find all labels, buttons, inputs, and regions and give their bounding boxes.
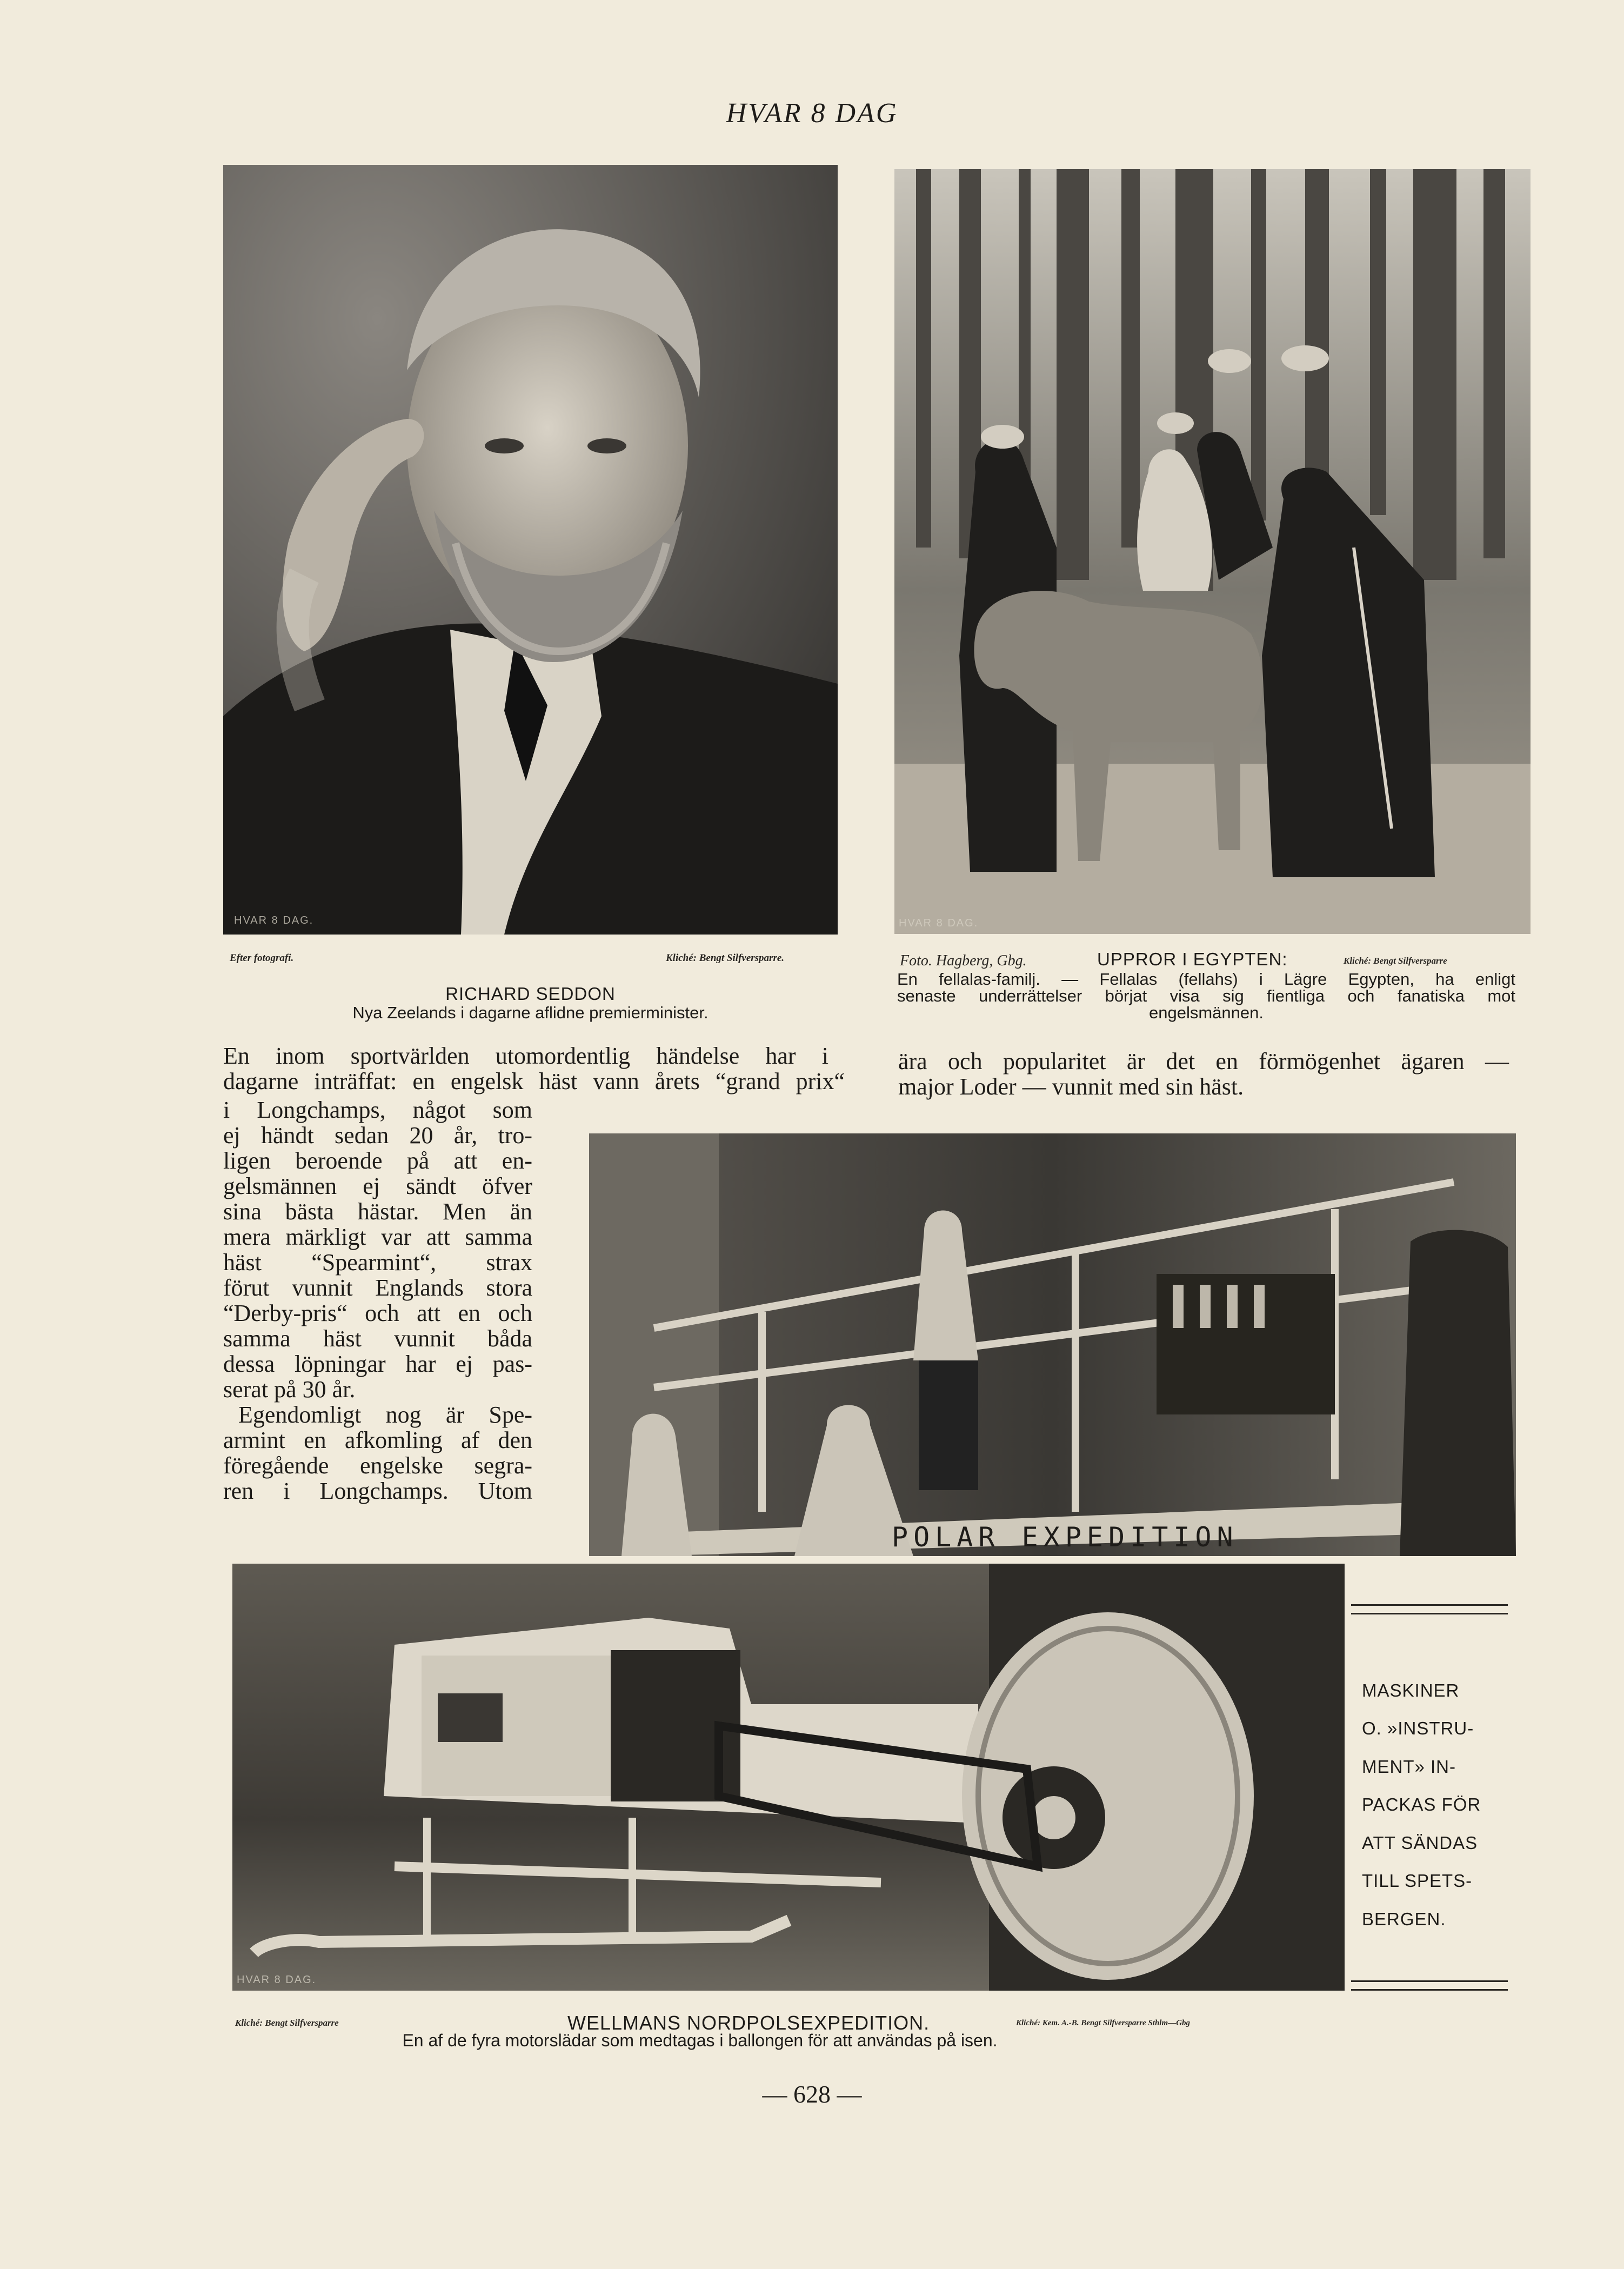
sidebar-line: ATT SÄNDAS — [1362, 1833, 1478, 1853]
sidebar-line: MENT» IN- — [1362, 1757, 1456, 1777]
portrait-credit-cliche: Kliché: Bengt Silfversparre. — [666, 952, 785, 964]
egypt-credit-cliche: Kliché: Bengt Silfversparre — [1344, 956, 1447, 966]
article-right-line-2: major Loder — vunnit med sin häst. — [898, 1073, 1244, 1100]
sidebar-rule-bottom-2 — [1351, 1989, 1508, 1991]
sled-credit-right: Kliché: Kem. A.-B. Bengt Silfversparre Sthlm—Gbg — [1016, 2019, 1190, 2027]
column-line: ej händt sedan 20 år, tro- — [223, 1122, 532, 1149]
egypt-caption-line-2: senaste underrättelser börjat visa sig fientliga och fanatiska mot — [897, 986, 1515, 1005]
column-line: ligen beroende på att en- — [223, 1147, 532, 1174]
page-header: HVAR 8 DAG — [726, 98, 898, 129]
egypt-photo — [894, 169, 1531, 934]
column-line: föregående engelske segra- — [223, 1452, 532, 1479]
article-lead-line-1: En inom sportvärlden utomordentlig händelse har i — [223, 1043, 828, 1069]
portrait-credit-photo: Efter fotografi. — [230, 952, 294, 964]
column-line: ren i Longchamps. Utom — [223, 1478, 532, 1504]
column-line: i Longchamps, något som — [223, 1097, 532, 1123]
column-line: serat på 30 år. — [223, 1376, 356, 1403]
page-number: — 628 — — [762, 2080, 862, 2108]
sidebar-line: MASKINER — [1362, 1680, 1460, 1700]
article-right-line-1: ära och popularitet är det en förmögenhet ägaren — — [898, 1048, 1509, 1075]
portrait-caption-title: RICHARD SEDDON — [445, 984, 616, 1004]
article-lead-line-2: dagarne inträffat: en engelsk häst vann årets “grand prix“ — [223, 1068, 845, 1095]
polar-workshop-photo — [589, 1133, 1516, 1556]
sled-watermark: HVAR 8 DAG. — [237, 1974, 317, 1986]
polar-sign: POLAR EXPEDITION — [892, 1521, 1239, 1553]
column-line: armint en afkomling af den — [223, 1427, 532, 1453]
article-column — [223, 1097, 532, 1504]
sidebar-rule-bottom — [1351, 1980, 1508, 1982]
sidebar-line: BERGEN. — [1362, 1909, 1446, 1929]
sidebar-line: PACKAS FÖR — [1362, 1794, 1481, 1814]
egypt-caption-line-1: En fellalas-familj. — Fellalas (fellahs) i Lägre Egypten, ha enligt — [897, 970, 1515, 989]
column-line: förut vunnit Englands stora — [223, 1274, 532, 1301]
sidebar-rule-top — [1351, 1604, 1508, 1606]
motor-sled-photo — [232, 1564, 1345, 1991]
column-line: mera märkligt var att samma — [223, 1224, 532, 1250]
column-line: “Derby-pris“ och att en och — [223, 1300, 532, 1326]
portrait-photo — [223, 165, 838, 935]
sled-caption-title: WELLMANS NORDPOLSEXPEDITION. — [567, 2012, 930, 2034]
column-line: dessa löpningar har ej pas- — [223, 1351, 532, 1377]
column-line: sina bästa hästar. Men än — [223, 1198, 532, 1225]
portrait-watermark: HVAR 8 DAG. — [234, 915, 314, 926]
egypt-caption-line-3: engelsmännen. — [1149, 1003, 1264, 1022]
column-line: gelsmännen ej sändt öfver — [223, 1173, 532, 1199]
sled-credit-left: Kliché: Bengt Silfversparre — [235, 2018, 339, 2028]
egypt-caption-title: UPPROR I EGYPTEN: — [1097, 949, 1288, 969]
column-line: Egendomligt nog är Spe- — [238, 1402, 532, 1428]
column-line: häst “Spearmint“, strax — [223, 1249, 532, 1276]
sled-caption-subtitle: En af de fyra motorslädar som medtagas i ballongen för att användas på isen. — [402, 2031, 998, 2050]
sidebar-line: TILL SPETS- — [1362, 1871, 1473, 1891]
portrait-caption-subtitle: Nya Zeelands i dagarne aflidne premierminister. — [352, 1003, 709, 1022]
egypt-credit-photo: Foto. Hagberg, Gbg. — [900, 952, 1027, 969]
sidebar-rule-top-2 — [1351, 1613, 1508, 1614]
column-line: samma häst vunnit båda — [223, 1325, 532, 1352]
sidebar-line: O. »INSTRU- — [1362, 1718, 1474, 1738]
egypt-watermark: HVAR 8 DAG. — [899, 917, 979, 929]
